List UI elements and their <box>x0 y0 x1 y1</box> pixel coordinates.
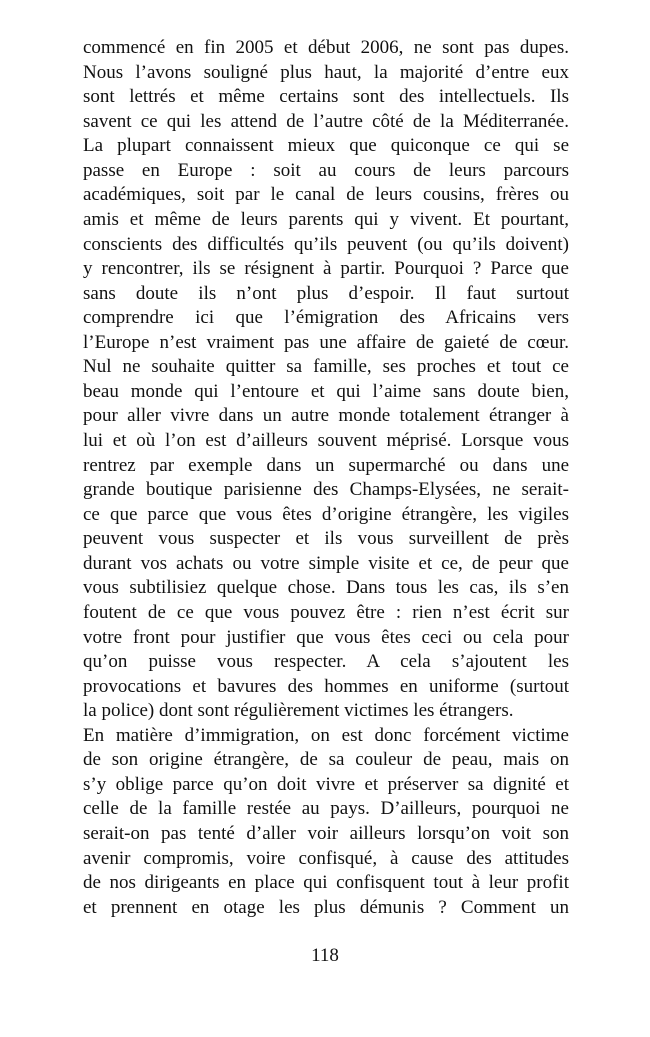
text-line: grande boutique parisienne des Champs-Elysées, ne serait- <box>83 479 569 501</box>
text-line: celle de la famille restée au pays. D’ailleurs, pourquoi ne <box>83 798 569 820</box>
text-line: foutent de ce que vous pouvez être : rien n’est écrit sur <box>83 601 569 623</box>
text-line: savent ce qui les attend de l’autre côté de la Méditerranée. <box>83 110 569 132</box>
text-line: conscients des difficultés qu’ils peuvent (ou qu’ils doivent) <box>83 233 569 255</box>
text-line: votre front pour justifier que vous êtes ceci ou cela pour <box>83 626 569 648</box>
body-text <box>83 36 569 920</box>
text-line: ce que parce que vous êtes d’origine étrangère, les vigiles <box>83 503 569 525</box>
text-line: qu’on puisse vous respecter. A cela s’ajoutent les <box>83 651 569 673</box>
text-line: avenir compromis, voire confisqué, à cause des attitudes <box>83 847 569 869</box>
text-line: peuvent vous suspecter et ils vous surveillent de près <box>83 528 569 550</box>
text-line: de son origine étrangère, de sa couleur de peau, mais on <box>83 749 569 771</box>
text-line: vous subtilisiez quelque chose. Dans tous les cas, ils s’en <box>83 577 569 599</box>
text-line: amis et même de leurs parents qui y vivent. Et pourtant, <box>83 208 569 230</box>
text-line: pour aller vivre dans un autre monde totalement étranger à <box>83 405 569 427</box>
text-line: et prennent en otage les plus démunis ? Comment un <box>83 896 569 918</box>
page-number: 118 <box>311 945 339 966</box>
text-line: serait-on pas tenté d’aller voir ailleurs lorsqu’on voit son <box>83 823 569 844</box>
text-line: rentrez par exemple dans un supermarché ou dans une <box>83 454 569 476</box>
text-line: Nul ne souhaite quitter sa famille, ses proches et tout ce <box>83 356 569 378</box>
text-line: sans doute ils n’ont plus d’espoir. Il faut surtout <box>83 282 569 304</box>
text-line: sont lettrés et même certains sont des intellectuels. Ils <box>83 86 569 108</box>
text-line: passe en Europe : soit au cours de leurs parcours <box>83 159 569 181</box>
text-line: comprendre ici que l’émigration des Africains vers <box>83 307 569 329</box>
text-line: Nous l’avons souligné plus haut, la majorité d’entre eux <box>83 61 569 83</box>
text-line: durant vos achats ou votre simple visite et ce, de peur que <box>83 552 569 574</box>
text-line: lui et où l’on est d’ailleurs souvent méprisé. Lorsque vous <box>83 430 569 451</box>
text-line: beau monde qui l’entoure et qui l’aime sans doute bien, <box>83 380 569 402</box>
text-line: y rencontrer, ils se résignent à partir. Pourquoi ? Parce que <box>83 258 569 280</box>
text-line: de nos dirigeants en place qui confisquent tout à leur profit <box>83 872 569 894</box>
text-line: la police) dont sont régulièrement victimes les étrangers. <box>83 700 514 722</box>
text-line: l’Europe n’est vraiment pas une affaire de gaieté de cœur. <box>83 331 569 353</box>
text-line: En matière d’immigration, on est donc forcément victime <box>83 724 569 746</box>
text-line: commencé en fin 2005 et début 2006, ne sont pas dupes. <box>83 37 569 58</box>
text-line: La plupart connaissent mieux que quiconque ce qui se <box>83 135 569 157</box>
text-line: s’y oblige parce qu’on doit vivre et préserver sa dignité et <box>83 773 569 795</box>
text-line: provocations et bavures des hommes en uniforme (surtout <box>83 675 569 697</box>
text-line: académiques, soit par le canal de leurs cousins, frères ou <box>83 184 569 206</box>
